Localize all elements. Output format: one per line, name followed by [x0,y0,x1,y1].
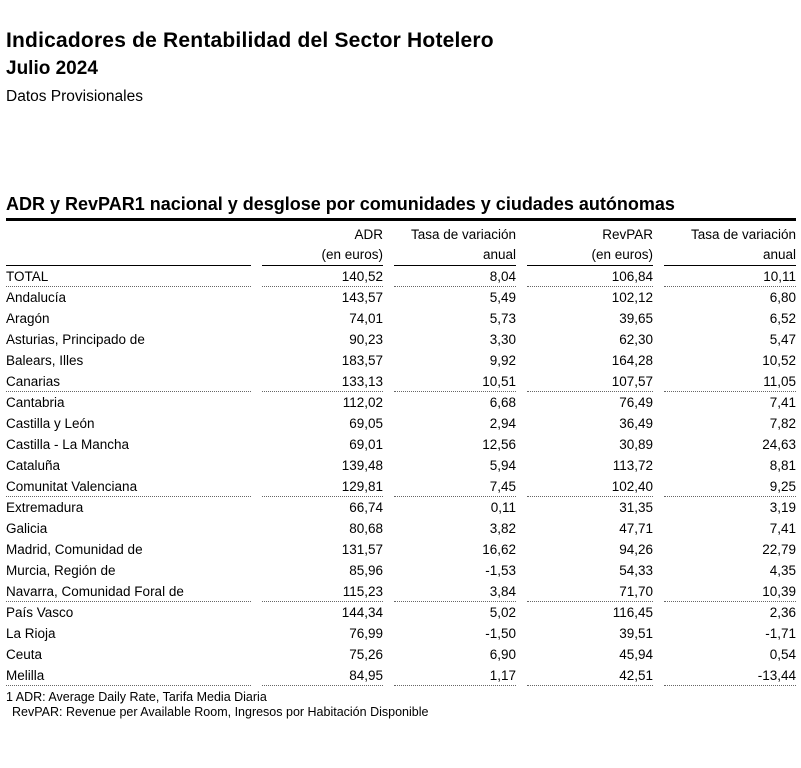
revpar-variation-cell: 22,79 [762,542,796,557]
revpar-value-cell: 54,33 [619,563,653,578]
region-name-cell: Murcia, Región de [6,563,116,578]
revpar-value-cell: 45,94 [619,647,653,662]
header-revpar-unit: (en euros) [527,245,653,266]
adr-value-cell: 76,99 [349,626,383,641]
adr-value-cell: 144,34 [341,605,383,620]
revpar-variation-cell: 8,81 [769,458,796,473]
revpar-variation-cell: 6,80 [769,290,796,305]
adr-variation-cell: 3,82 [489,521,516,536]
revpar-value-cell: 106,84 [527,266,653,287]
region-name-cell: Aragón [6,311,50,326]
adr-value-cell: 90,23 [349,332,383,347]
region-name-cell: Comunitat Valenciana [6,476,251,497]
revpar-variation-cell: 5,47 [769,332,796,347]
adr-variation-cell: 0,11 [490,500,516,515]
adr-variation-cell: 5,94 [489,458,516,473]
footnotes [6,690,796,720]
adr-value-cell: 143,57 [341,290,383,305]
table-row [6,665,796,686]
revpar-variation-cell: 10,52 [762,353,796,368]
adr-value-cell: 66,74 [349,500,383,515]
revpar-value-cell: 39,51 [619,626,653,641]
region-name-cell: Balears, Illes [6,353,84,368]
revpar-value-cell: 71,70 [527,581,653,602]
adr-variation-cell: 5,49 [489,290,516,305]
adr-variation-cell: 3,84 [394,581,516,602]
region-name-cell: Canarias [6,371,251,392]
footnote-adr: 1 ADR: Average Daily Rate, Tarifa Media Diaria [6,690,267,704]
region-name-cell: Galicia [6,521,48,536]
adr-value-cell: 69,05 [349,416,383,431]
revpar-value-cell: 94,26 [619,542,653,557]
revpar-variation-cell: 10,11 [664,266,796,287]
adr-value-cell: 183,57 [341,353,383,368]
region-name-cell: La Rioja [6,626,56,641]
table-row [6,434,796,455]
adr-value-cell: 139,48 [341,458,383,473]
revpar-variation-cell: 10,39 [664,581,796,602]
header-region-blank [6,225,251,245]
region-name-cell: Cantabria [6,395,65,410]
adr-variation-cell: -1,50 [485,626,516,641]
adr-value-cell: 131,57 [341,542,383,557]
region-name-cell: Asturias, Principado de [6,332,145,347]
revpar-variation-cell: 7,41 [769,395,796,410]
revpar-variation-cell: 7,41 [769,521,796,536]
adr-variation-cell: 10,51 [394,371,516,392]
revpar-variation-cell: 0,54 [769,647,796,662]
region-name-cell: Andalucía [6,290,67,305]
header-revpar-variation: Tasa de variación [690,227,796,242]
table-row [6,581,796,602]
revpar-value-cell: 31,35 [619,500,653,515]
adr-value-cell: 115,23 [262,581,383,602]
adr-revpar-table [6,218,796,686]
header-adr-variation: Tasa de variación [410,227,516,242]
table-row [6,455,796,476]
table-row [6,518,796,539]
revpar-value-cell: 164,28 [611,353,653,368]
adr-variation-cell: 7,45 [394,476,516,497]
adr-variation-cell: 1,17 [394,665,516,686]
table-row [6,476,796,497]
table-row [6,644,796,665]
header-adr-unit: (en euros) [262,245,383,266]
adr-value-cell: 140,52 [262,266,383,287]
revpar-value-cell: 39,65 [619,311,653,326]
table-row [6,266,796,287]
revpar-value-cell: 47,71 [619,521,653,536]
adr-variation-cell: 8,04 [394,266,516,287]
region-name-cell: Ceuta [6,647,43,662]
revpar-value-cell: 116,45 [612,605,653,620]
adr-value-cell: 69,01 [349,437,383,452]
section-title: ADR y RevPAR1 nacional y desglose por comunidades y ciudades autónomas [6,194,675,214]
report-subtitle: Julio 2024 [6,58,98,79]
table-row [6,560,796,581]
adr-variation-cell: 9,92 [489,353,516,368]
revpar-variation-cell: 11,05 [664,371,796,392]
header-adr: ADR [354,227,383,242]
adr-value-cell: 74,01 [349,311,383,326]
adr-variation-cell: 5,02 [489,605,516,620]
revpar-variation-cell: 3,19 [769,500,796,515]
table-row [6,308,796,329]
region-name-cell: Castilla - La Mancha [6,437,130,452]
adr-variation-cell: 2,94 [489,416,516,431]
revpar-variation-cell: 7,82 [769,416,796,431]
region-name-cell: Navarra, Comunidad Foral de [6,581,251,602]
table-row [6,287,796,308]
adr-variation-cell: 16,62 [482,542,516,557]
header-adr-variation-unit: anual [394,245,516,266]
revpar-value-cell: 76,49 [619,395,653,410]
table-row [6,623,796,644]
header-revpar: RevPAR [602,227,653,242]
adr-variation-cell: -1,53 [485,563,516,578]
revpar-variation-cell: 2,36 [769,605,796,620]
report-title: Indicadores de Rentabilidad del Sector Hotelero [6,29,494,52]
revpar-value-cell: 62,30 [619,332,653,347]
revpar-value-cell: 30,89 [619,437,653,452]
revpar-value-cell: 107,57 [527,371,653,392]
revpar-value-cell: 36,49 [619,416,653,431]
table-header-line2 [6,245,796,266]
adr-value-cell: 80,68 [349,521,383,536]
table-row [6,329,796,350]
table-header-line1 [6,221,796,245]
table-row [6,350,796,371]
revpar-variation-cell: 9,25 [664,476,796,497]
header-revpar-variation-unit: anual [664,245,796,266]
table-row [6,497,796,518]
header-region-blank-sub [6,245,251,266]
region-name-cell: País Vasco [6,605,74,620]
table-row [6,413,796,434]
revpar-variation-cell: -13,44 [664,665,796,686]
revpar-value-cell: 102,12 [611,290,653,305]
table-body [6,266,796,686]
adr-value-cell: 112,02 [342,395,383,410]
region-name-cell: Melilla [6,665,251,686]
adr-variation-cell: 6,68 [489,395,516,410]
revpar-value-cell: 113,72 [612,458,653,473]
region-name-cell: Madrid, Comunidad de [6,542,143,557]
region-name-cell: Extremadura [6,500,84,515]
region-name-cell: TOTAL [6,266,251,287]
adr-variation-cell: 6,90 [489,647,516,662]
table-row [6,539,796,560]
region-name-cell: Castilla y León [6,416,95,431]
adr-value-cell: 85,96 [349,563,383,578]
report-provisional-note: Datos Provisionales [6,88,143,105]
revpar-variation-cell: 24,63 [762,437,796,452]
table-row [6,602,796,623]
adr-variation-cell: 12,56 [482,437,516,452]
revpar-variation-cell: 6,52 [769,311,796,326]
footnote-revpar: RevPAR: Revenue per Available Room, Ingresos por Habitación Disponible [12,705,429,719]
table-row [6,371,796,392]
adr-variation-cell: 3,30 [489,332,516,347]
table-row [6,392,796,413]
revpar-variation-cell: 4,35 [769,563,796,578]
adr-value-cell: 75,26 [349,647,383,662]
adr-value-cell: 129,81 [262,476,383,497]
adr-value-cell: 133,13 [262,371,383,392]
revpar-variation-cell: -1,71 [765,626,796,641]
revpar-value-cell: 102,40 [527,476,653,497]
adr-variation-cell: 5,73 [489,311,516,326]
adr-value-cell: 84,95 [262,665,383,686]
revpar-value-cell: 42,51 [527,665,653,686]
region-name-cell: Cataluña [6,458,61,473]
